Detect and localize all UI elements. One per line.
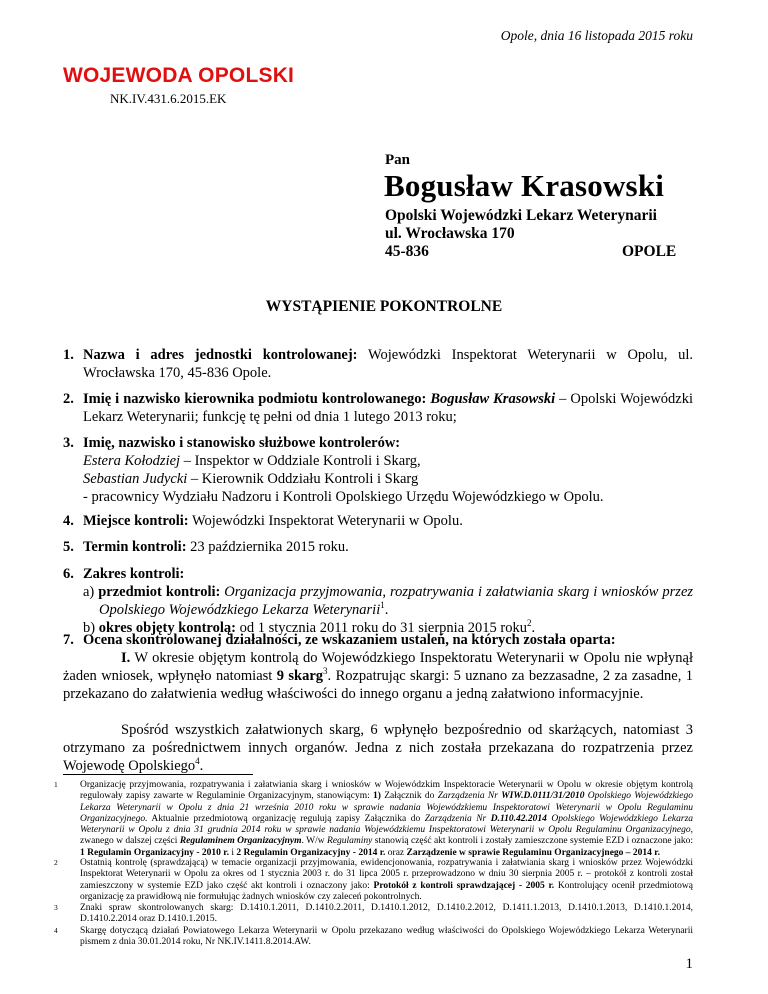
footnote-1: 1 Organizację przyjmowania, rozpatrywania i załatwiania skarg i wniosków w Wojewódzkim Inspektoracie Weterynarii w Opolu w okresie objętym kontrolą regulowały zapisy zawarte w Regulaminie Organizacyjnym, stanowiącym: 1) Załącznik do Zarządzenia Nr WIW.D.0111/31/2010 Opolskiego Wojewódzkiego Lekarza Weterynarii w Opolu z dnia 21 września 2010 roku w sprawie nadania Wojewódzkiemu Inspektoratowi Weterynarii w Opolu Regulaminu Organizacyjnego. Aktualnie przedmiotową organizację regulują zapisy Załącznika do Zarządzenia Nr D.110.42.2014 Opolskiego Wojewódzkiego Lekarza Weterynarii w Opolu z dnia 31 grudnia 2014 roku w sprawie nadania Wojewódzkiemu Inspektoratowi Weterynarii w Opolu Regulaminu Organizacyjnego, zwanego w dalszej części Regulaminem Organizacyjnym. W/w Regulaminy stanowią część akt kontroli i zostały zamieszczone systemie EZD i oznaczone jako: 1 Regulamin Organizacyjny - 2010 r. i 2 Regulamin Organizacyjny - 2014 r. oraz Zarządzenie w sprawie Regulaminu Organizacyjnego – 2014 r. xyxy=(54,780,694,858)
item-text: od 1 stycznia 2011 roku do 31 sierpnia 2015 roku xyxy=(235,620,527,636)
section-number: 2. xyxy=(63,391,74,407)
scope-subject xyxy=(83,583,693,619)
item-end: . xyxy=(384,602,389,618)
section-number: 6. xyxy=(63,566,74,582)
controller-name: Sebastian Judycki xyxy=(83,471,188,487)
controller-1 xyxy=(83,452,693,470)
section-text: Wojewódzki Inspektorat Weterynarii w Opolu. xyxy=(188,513,463,529)
paragraph-text: Spośród wszystkich załatwionych skarg, 6 wpłynęło bezpośrednio od skarżących, natomiast 3 otrzymano za pośrednictwem innych organów. Jedna z nich została przekazana do rozpatrzenia przez Wojewodę Opolskiego xyxy=(63,722,693,774)
page-number: 1 xyxy=(685,956,693,972)
section-label: Nazwa i adres jednostki kontrolowanej: xyxy=(83,347,358,363)
section-7 xyxy=(63,631,693,649)
reference-number: NK.IV.431.6.2015.EK xyxy=(110,91,227,106)
section-2 xyxy=(63,390,693,426)
paragraph-text: W okresie objętym kontrolą do Wojewódzkiego Inspektoratu Weterynarii w Opolu nie wpłynął żaden wniosek, wpłynęło natomiast xyxy=(63,650,693,684)
recipient-name: Bogusław Krasowski xyxy=(384,168,665,203)
roman-numeral: I. xyxy=(121,650,131,666)
section-5 xyxy=(63,538,693,556)
footnote-2: 2 Ostatnią kontrolę (sprawdzającą) w temacie organizacji przyjmowania, ewidencjonowania, rozpatrywania i załatwiania skarg i wniosków przez Wojewódzki Inspektorat Weterynarii w Opolu za okres od 1 stycznia 2003 r. do 31 lipca 2005 r. przeprowadzono w dniu 30 sierpnia 2005 r. – protokół z kontroli został zamieszczony w systemie EZD jako część akt kontroli i oznaczony jako: Protokół z kontroli sprawdzającej - 2005 r. Kontrolujący ocenił przedmiotową organizację za prawidłową nie formułując żadnych wniosków czy zaleceń pokontrolnych. xyxy=(54,858,693,902)
footnote-ref: 3 xyxy=(323,666,328,677)
footnote-number: 3 xyxy=(54,903,58,912)
section-label: Ocena skontrolowanej działalności, ze wskazaniem ustaleń, na których została oparta: xyxy=(83,632,616,648)
controller-name: Estera Kołodziej xyxy=(83,453,181,469)
section-1 xyxy=(63,346,693,382)
section-label: Zakres kontroli: xyxy=(83,566,185,582)
section-number: 4. xyxy=(63,513,74,529)
issuer-heading: WOJEWODA OPOLSKI xyxy=(63,64,295,87)
item-label: okres objęty kontrolą: xyxy=(98,620,236,636)
footnote-4: 4 Skargę dotyczącą działań Powiatowego Lekarza Weterynarii w Opolu przekazano według właściwości do Opolskiego Wojewódzkiego Lekarza Weterynarii pismem z dnia 30.01.2014 roku, Nr NK.IV.1411.8.2014.AW. xyxy=(54,926,693,948)
footnote-ref: 1 xyxy=(380,600,385,611)
controller-role: – Kierownik Oddziału Kontroli i Skarg xyxy=(187,471,419,487)
section-7-paragraph-2 xyxy=(63,721,693,775)
section-number: 5. xyxy=(63,539,74,555)
section-label: Termin kontroli: xyxy=(83,539,187,555)
recipient-city: OPOLE xyxy=(622,243,677,260)
footnote-separator xyxy=(63,774,253,775)
item-prefix: a) xyxy=(83,584,99,600)
item-prefix: b) xyxy=(83,620,99,636)
document-date: Opole, dnia 16 listopada 2015 roku xyxy=(500,28,693,43)
section-text: Wojewódzki Inspektorat Weterynarii w Opolu, ul. Wrocławska 170, 45-836 Opole. xyxy=(83,347,693,381)
section-4 xyxy=(63,512,693,530)
manager-name: Bogusław Krasowski xyxy=(430,391,556,407)
footnote-3: 3 Znaki spraw skontrolowanych skarg: D.1410.1.2011, D.1410.2.2011, D.1410.1.2012, D.1410.2.2012, D.1411.1.2013, D.1410.1.2013, D.1410.1.2014, D.1410.2.2014 oraz D.1410.1.2015. xyxy=(54,903,693,925)
recipient-position: Opolski Wojewódzki Lekarz Weterynarii xyxy=(385,207,657,224)
section-number: 1. xyxy=(63,347,74,363)
recipient-postal-code: 45-836 xyxy=(385,243,429,260)
section-text: – Opolski Wojewódzki Lekarz Weterynarii; funkcję tę pełni od dnia 1 lutego 2013 roku; xyxy=(83,391,693,425)
footnote-number: 1 xyxy=(54,780,58,789)
complaints-count: 9 skarg xyxy=(276,668,324,684)
document-title: WYSTĄPIENIE POKONTROLNE xyxy=(265,298,503,315)
section-7-paragraph-1 xyxy=(63,649,693,703)
section-3 xyxy=(63,434,693,506)
paragraph-text: . Rozpatrując skargi: 5 uznano za bezzasadne, 2 za zasadne, 1 przekazano do załatwienia według właściwości do innego organu a jedną załatwiono informacyjnie. xyxy=(63,668,693,702)
recipient-salutation: Pan xyxy=(385,152,411,168)
footnote-ref: 4 xyxy=(195,756,200,767)
section-text: 23 października 2015 roku. xyxy=(186,539,349,555)
section-number: 7. xyxy=(63,632,74,648)
section-label: Imię i nazwisko kierownika podmiotu kontrolowanego: xyxy=(83,391,427,407)
controller-role: – Inspektor w Oddziale Kontroli i Skarg, xyxy=(180,453,421,469)
section-label: Miejsce kontroli: xyxy=(83,513,189,529)
item-end: . xyxy=(531,620,536,636)
section-label: Imię, nazwisko i stanowisko służbowe kontrolerów: xyxy=(83,435,401,451)
controllers-note: - pracownicy Wydziału Nadzoru i Kontroli Opolskiego Urzędu Wojewódzkiego w Opolu. xyxy=(83,489,604,505)
item-text: Organizacja przyjmowania, rozpatrywania i załatwiania skarg i wniosków przez Opolskiego Wojewódzkiego Lekarza Weterynarii xyxy=(99,584,694,618)
section-number: 3. xyxy=(63,435,74,451)
paragraph-text: . xyxy=(199,758,204,774)
section-6 xyxy=(63,565,694,637)
footnote-ref: 2 xyxy=(526,618,532,629)
footnote-number: 4 xyxy=(54,926,58,935)
footnote-number: 2 xyxy=(54,858,58,867)
recipient-street: ul. Wrocławska 170 xyxy=(385,225,515,242)
controller-2 xyxy=(83,470,693,488)
item-label: przedmiot kontroli: xyxy=(98,584,221,600)
